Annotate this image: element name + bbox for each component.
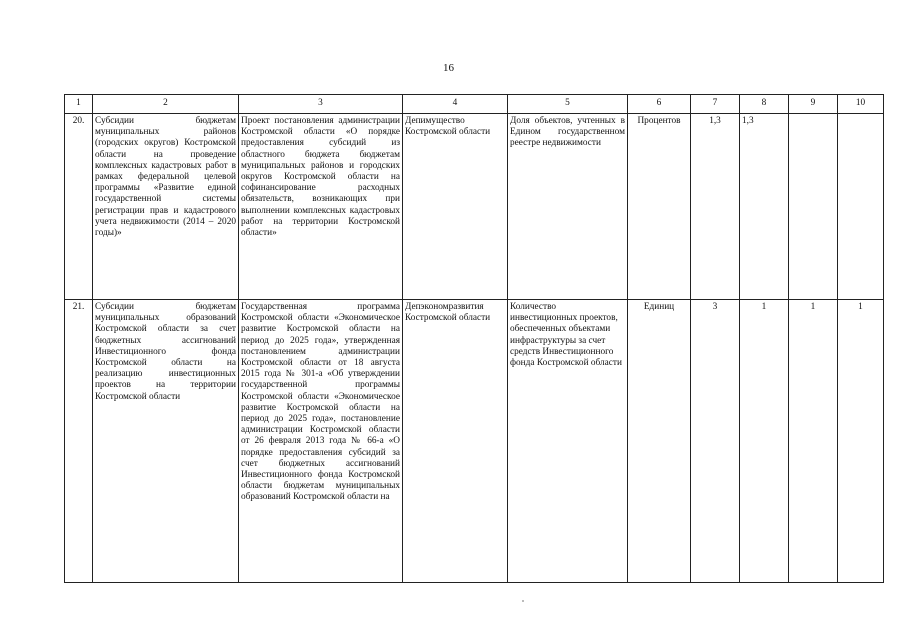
row-number: 20. bbox=[65, 114, 93, 300]
legal-act-cell: Государственная программа Костромской области «Экономическое развитие Костромской области на период до 2025 года», утвержденная постановлением администрации Костромской области от 18 августа 2015 года № 301-а «Об утверждении государственной программы Костромской области «Экономическое развитие Костромской области на период до 2025 года», постановление администрации Костромской области от 26 февраля 2013 года № 66-а «О порядке предоставления субсидий за счет бюджетных ассигнований Инвестиционного фонда Костромской области бюджетам муниципальных образований Костромской области на bbox=[239, 300, 403, 583]
value-cell-7: 1,3 bbox=[691, 114, 740, 300]
header-cell: 8 bbox=[740, 95, 789, 114]
indicator-cell: Количество инвестиционных проектов, обеспеченных объектами инфраструктуры за счет средств Инвестиционного фонда Костромской области bbox=[508, 300, 628, 583]
value-cell-10 bbox=[838, 114, 884, 300]
legal-act-cell: Проект постановления администрации Костромской области «О порядке предоставления субсидий из областного бюджета бюджетам муниципальных районов и городских округов Костромской области на софинансирование расходных обязательств, возникающих при выполнении комплексных кадастровых работ на территории Костромской области» bbox=[239, 114, 403, 300]
header-cell: 4 bbox=[403, 95, 508, 114]
executor-cell: Депэкономразвития Костромской области bbox=[403, 300, 508, 583]
indicator-cell: Доля объектов, учтенных в Едином государственном реестре недвижимости bbox=[508, 114, 628, 300]
page-number: 16 bbox=[443, 62, 454, 74]
value-cell-10: 1 bbox=[838, 300, 884, 583]
header-cell: 9 bbox=[789, 95, 838, 114]
unit-cell: Процентов bbox=[628, 114, 691, 300]
measure-cell: Субсидии бюджетам муниципальных образований Костромской области за счет бюджетных ассигнований Инвестиционного фонда Костромской области на реализацию инвестиционных проектов на территории Костромской области bbox=[93, 300, 239, 583]
header-cell: 2 bbox=[93, 95, 239, 114]
executor-cell: Депимущество Костромской области bbox=[403, 114, 508, 300]
value-cell-9 bbox=[789, 114, 838, 300]
header-cell: 6 bbox=[628, 95, 691, 114]
table-header-row bbox=[65, 95, 884, 114]
document-table bbox=[64, 94, 884, 583]
unit-cell: Единиц bbox=[628, 300, 691, 583]
header-cell: 5 bbox=[508, 95, 628, 114]
row-number: 21. bbox=[65, 300, 93, 583]
header-cell: 7 bbox=[691, 95, 740, 114]
header-cell: 10 bbox=[838, 95, 884, 114]
header-cell: 3 bbox=[239, 95, 403, 114]
header-cell: 1 bbox=[65, 95, 93, 114]
value-cell-9: 1 bbox=[789, 300, 838, 583]
table-row bbox=[65, 300, 884, 583]
value-cell-8: 1 bbox=[740, 300, 789, 583]
table-row bbox=[65, 114, 884, 300]
measure-cell: Субсидии бюджетам муниципальных районов (городских округов) Костромской области на проведение комплексных кадастровых работ в рамках федеральной целевой программы «Развитие единой государственной системы регистрации прав и кадастрового учета недвижимости (2014 – 2020 годы)» bbox=[93, 114, 239, 300]
value-cell-7: 3 bbox=[691, 300, 740, 583]
scan-speck bbox=[522, 600, 524, 602]
value-cell-8: 1,3 bbox=[740, 114, 789, 300]
